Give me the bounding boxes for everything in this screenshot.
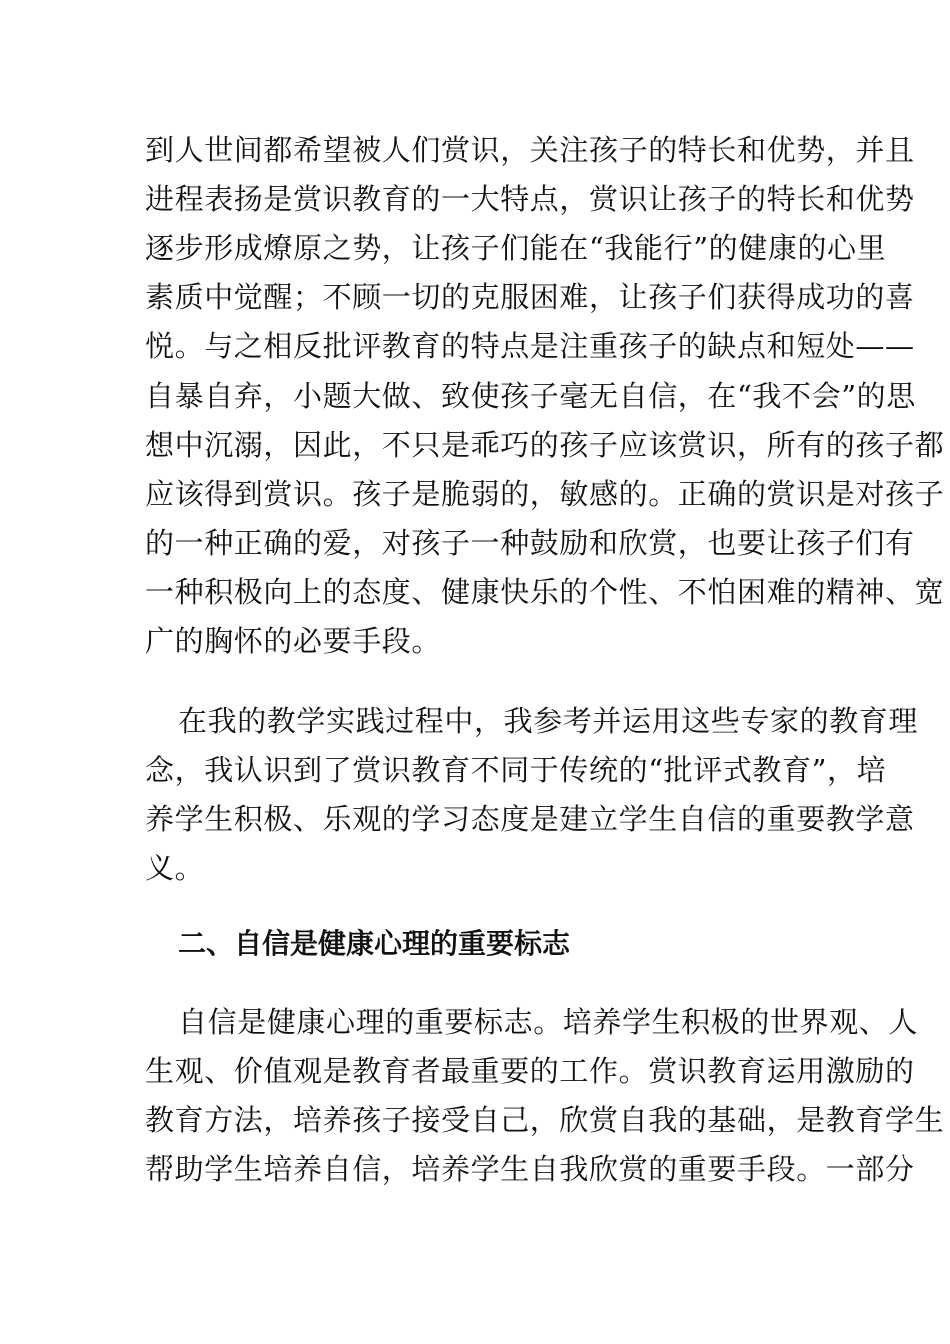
text-line: 自暴自弃，小题大做、致使孩子毫无自信，在“我不会”的思 <box>145 379 916 413</box>
text-line: 一种积极向上的态度、健康快乐的个性、不怕困难的精神、宽 <box>145 575 945 609</box>
text-line: 素质中觉醒；不顾一切的克服困难，让孩子们获得成功的喜 <box>145 280 915 314</box>
text-line: 应该得到赏识。孩子是脆弱的，敏感的。正确的赏识是对孩子 <box>145 477 945 511</box>
text-line: 义。 <box>145 851 205 885</box>
text-line: 念，我认识到了赏识教育不同于传统的“批评式教育”，培 <box>145 753 887 787</box>
text-line: 逐步形成燎原之势，让孩子们能在“我能行”的健康的心里 <box>145 231 887 265</box>
text-line: 的一种正确的爱，对孩子一种鼓励和欣赏，也要让孩子们有 <box>145 526 915 560</box>
text-line: 养学生积极、乐观的学习态度是建立学生自信的重要教学意 <box>145 802 915 836</box>
text-line: 悦。与之相反批评教育的特点是注重孩子的缺点和短处—— <box>145 329 915 363</box>
text-line: 广的胸怀的必要手段。 <box>145 624 442 658</box>
section-heading: 二、自信是健康心理的重要标志 <box>178 927 571 960</box>
text-line: 教育方法，培养孩子接受自己，欣赏自我的基础，是教育学生 <box>145 1103 945 1137</box>
text-line: 帮助学生培养自信，培养学生自我欣赏的重要手段。一部分 <box>145 1152 915 1186</box>
text-line: 到人世间都希望被人们赏识，关注孩子的特长和优势，并且 <box>145 133 915 167</box>
text-line: 自信是健康心理的重要标志。培养学生积极的世界观、人 <box>178 1005 919 1039</box>
text-line: 想中沉溺，因此，不只是乖巧的孩子应该赏识，所有的孩子都 <box>145 428 945 462</box>
text-line: 在我的教学实践过程中，我参考并运用这些专家的教育理 <box>178 704 919 738</box>
text-line: 进程表扬是赏识教育的一大特点，赏识让孩子的特长和优势 <box>145 182 915 216</box>
text-line: 生观、价值观是教育者最重要的工作。赏识教育运用激励的 <box>145 1054 915 1088</box>
